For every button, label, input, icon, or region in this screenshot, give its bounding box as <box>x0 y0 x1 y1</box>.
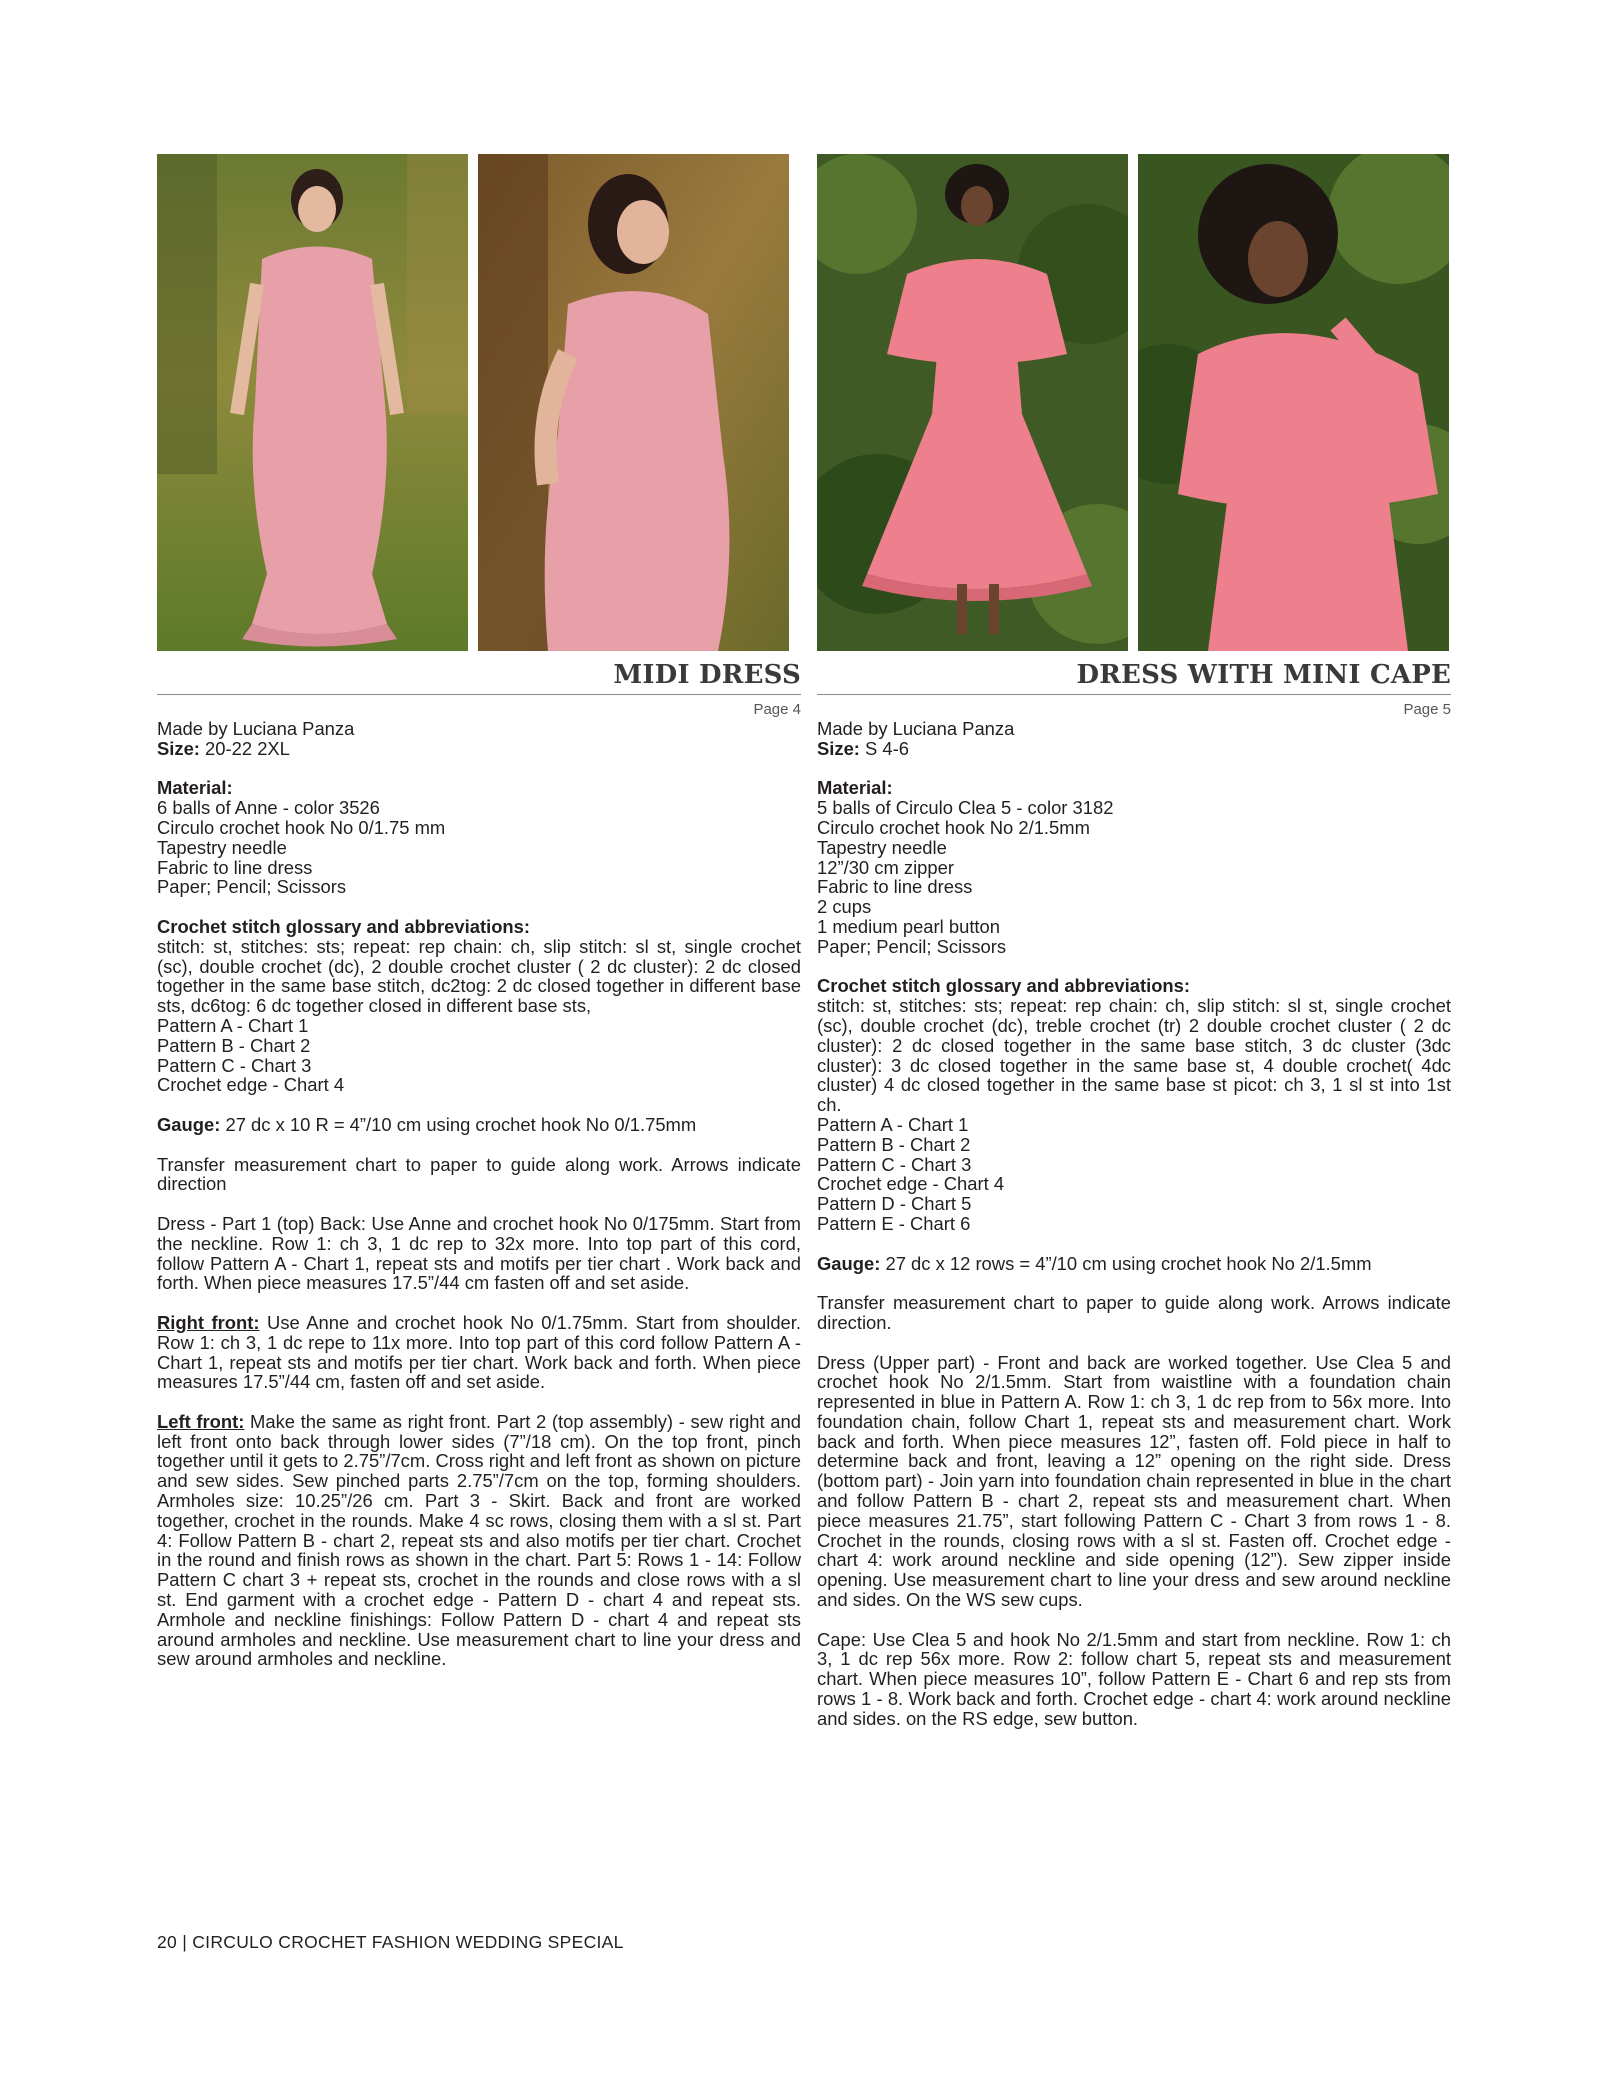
glossary-heading: Crochet stitch glossary and abbreviations: <box>157 915 531 937</box>
material-item: Tapestry needle <box>817 836 947 858</box>
material-item: 1 medium pearl button <box>817 915 1000 937</box>
right-front-label: Right front: <box>157 1311 260 1333</box>
material-item: Paper; Pencil; Scissors <box>817 935 1007 957</box>
page-reference: Page 4 <box>753 701 801 718</box>
photo-midi-dress-side <box>478 154 789 651</box>
divider <box>157 694 801 695</box>
left-front-instructions <box>157 1412 801 1669</box>
page-footer: 20 | CIRCULO CROCHET FASHION WEDDING SPECIAL <box>157 1932 624 1952</box>
material-item: 5 balls of Circulo Clea 5 - color 3182 <box>817 797 1114 819</box>
material-item: Fabric to line dress <box>157 856 313 878</box>
gauge-label: Gauge: <box>157 1113 221 1135</box>
transfer-note: Transfer measurement chart to paper to guide along work. Arrows indicate direction <box>157 1153 801 1195</box>
left-front-label: Left front: <box>157 1410 245 1432</box>
pattern-item: Pattern B - Chart 2 <box>817 1133 971 1155</box>
pattern-item: Pattern A - Chart 1 <box>817 1113 969 1135</box>
glossary-heading: Crochet stitch glossary and abbreviations: <box>817 975 1191 997</box>
page-reference: Page 5 <box>1403 701 1451 718</box>
transfer-note: Transfer measurement chart to paper to guide along work. Arrows indicate direction. <box>817 1292 1451 1333</box>
size-line <box>157 739 801 759</box>
gauge-text: 27 dc x 12 rows = 4”/10 cm using crochet hook No 2/1.5mm <box>880 1252 1372 1274</box>
pattern-item: Pattern C - Chart 3 <box>157 1054 312 1076</box>
midi-dress-section <box>157 656 801 1669</box>
right-front-text: Use Anne and crochet hook No 0/1.75mm. Start from shoulder. Row 1: ch 3, 1 dc repe to 11x more. Into top part of this cord follow Pattern A - Chart 1, repeat sts and motifs per tier chart. Work back and forth. When piece measures 17.5”/44 cm, fasten off and set aside. <box>157 1311 801 1393</box>
pattern-item: Crochet edge - Chart 4 <box>817 1173 1005 1195</box>
pattern-instructions <box>817 719 1451 1729</box>
section-title: MIDI DRESS <box>613 660 801 690</box>
cape-dress-section <box>817 656 1451 1729</box>
pattern-item: Crochet edge - Chart 4 <box>157 1074 345 1096</box>
size-line <box>817 739 1451 759</box>
gauge-line <box>817 1254 1451 1274</box>
material-item: 6 balls of Anne - color 3526 <box>157 797 380 819</box>
right-front-instructions <box>157 1313 801 1392</box>
made-by: Made by Luciana Panza <box>157 718 355 739</box>
size-label: Size: <box>817 737 860 759</box>
size-value: S 4-6 <box>859 737 910 759</box>
cape-instructions: Cape: Use Clea 5 and hook No 2/1.5mm and start from neckline. Row 1: ch 3, 1 dc rep 56x more. Row 2: follow chart 5, repeat sts and measurement chart. When piece measures 10”, follow Pattern E - Chart 6 and rep sts from rows 1 - 8. Work back and forth. Crochet edge - chart 4: work around neckline and sides. on the RS edge, sew button. <box>817 1628 1451 1729</box>
material-heading: Material: <box>157 777 233 799</box>
pattern-item: Pattern D - Chart 5 <box>817 1193 972 1215</box>
material-item: Fabric to line dress <box>817 876 973 898</box>
pattern-instructions <box>157 719 801 1669</box>
gauge-label: Gauge: <box>817 1252 881 1274</box>
pattern-item: Pattern A - Chart 1 <box>157 1014 309 1036</box>
material-item: Tapestry needle <box>157 836 287 858</box>
pattern-item: Pattern C - Chart 3 <box>817 1153 972 1175</box>
section-title: DRESS WITH MINI CAPE <box>1076 660 1451 690</box>
left-front-text: Make the same as right front. Part 2 (top assembly) - sew right and left front onto back through lower sides (7”/18 cm). On the top front, pinch together until it gets to 2.75”/7cm. Cross right and left front as shown on picture and sew sides. Sew pinched parts 2.75”/7cm on the top, forming shoulders. Armholes size: 10.25”/26 cm. Part 3 - Skirt. Back and front are worked together, crochet in the rounds. Make 4 sc rows, closing them with a sl st. Part 4: Follow Pattern B - chart 2, repeat sts and also motifs per tier chart. Crochet in the round and finish rows as shown in the chart. Part 5: Rows 1 - 14: Follow Pattern C chart 3 + repeat sts, crochet in the rounds and close rows with a sl st. End garment with a crochet edge - Pattern D - chart 4 and repeat sts. Armhole and neckline finishings: Follow Pattern D - chart 4 and repeat sts around armholes and neckline. Use measurement chart to line your dress and sew around armholes and neckline. <box>157 1410 801 1670</box>
gauge-line <box>157 1115 801 1135</box>
photo-cape-dress-full <box>817 154 1128 651</box>
glossary-text: stitch: st, stitches: sts; repeat: rep chain: ch, slip stitch: sl st, single crochet (sc), double crochet (dc), 2 double crochet cluster ( 2 dc cluster): 2 dc closed together in the same base stitch, dc2tog: 2 dc closed together in different base sts, dc6tog: 6 dc together closed in different base sts, <box>157 935 801 1017</box>
size-label: Size: <box>157 737 200 759</box>
pattern-item: Pattern B - Chart 2 <box>157 1034 311 1056</box>
material-item: Circulo crochet hook No 0/1.75 mm <box>157 816 446 838</box>
glossary-text: stitch: st, stitches: sts; repeat: rep chain: ch, slip stitch: sl st, single crochet (sc), double crochet (dc), treble crochet (tr) 2 double crochet cluster ( 2 dc cluster): 2 dc closed together in the same base stitch, 3 dc cluster (3dc cluster): 3 dc closed together in the same base st, 4 double crochet( 4dc cluster) 4 dc closed together in the same base st picot: ch 3, 1 sl st into 1st ch. <box>817 995 1451 1116</box>
material-heading: Material: <box>817 777 893 799</box>
dress-part1-instructions: Dress - Part 1 (top) Back: Use Anne and crochet hook No 0/175mm. Start from the neckline. Row 1: ch 3, 1 dc rep to 32x more. Into top part of this cord, follow Pattern A - Chart 1, repeat sts and motifs per tier chart . Work back and forth. When piece measures 17.5”/44 cm fasten off and set aside. <box>157 1212 801 1294</box>
gauge-text: 27 dc x 10 R = 4”/10 cm using crochet hook No 0/1.75mm <box>220 1113 697 1135</box>
material-item: 12”/30 cm zipper <box>817 856 954 878</box>
material-item: 2 cups <box>817 896 872 918</box>
material-item: Paper; Pencil; Scissors <box>157 876 347 898</box>
made-by: Made by Luciana Panza <box>817 718 1015 739</box>
material-item: Circulo crochet hook No 2/1.5mm <box>817 816 1090 838</box>
dress-upper-instructions: Dress (Upper part) - Front and back are worked together. Use Clea 5 and crochet hook No 2/1.5mm. Start from waistline with a foundation chain represented in blue in Pattern A. Row 1: ch 3, 1 dc rep from to 56x more. Into foundation chain, follow Chart 1, repeat sts and measurement chart. Work back and forth. When piece measures 12”, fasten off. Fold piece in half to determine back and front, leaving a 12” opening on the right side. Dress (bottom part) - Join yarn into foundation chain represented in blue in the chart and follow Pattern B - chart 2, repeat sts and measurement chart. When piece measures 21.75”, start following Pattern C - Chart 3 from rows 1 - 8. Crochet in the rounds, closing rows with a sl st. Fasten off. Crochet edge - chart 4: work around neckline and side opening (12”). Sew zipper inside opening. Use measurement chart to line your dress and sew around neckline and sides. On the WS sew cups. <box>817 1351 1451 1611</box>
photo-midi-dress-front <box>157 154 468 651</box>
pattern-item: Pattern E - Chart 6 <box>817 1212 971 1234</box>
size-value: 20-22 2XL <box>199 737 290 759</box>
photo-cape-dress-closeup <box>1138 154 1449 651</box>
divider <box>817 694 1451 695</box>
